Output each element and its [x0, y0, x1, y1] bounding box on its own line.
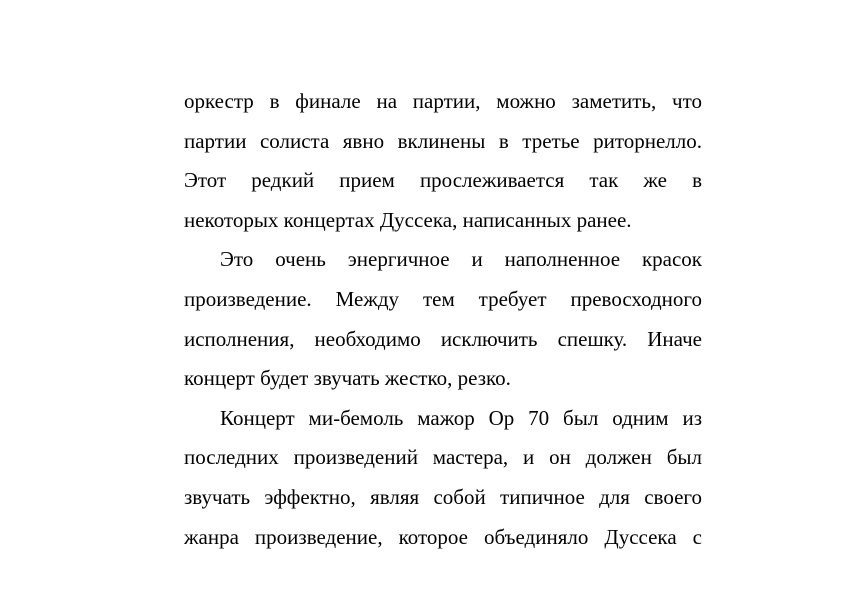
text-line: Это очень энергичное и наполненное красок [220, 247, 702, 272]
text-line: жанра произведение, которое объединяло Дуссека с [184, 524, 702, 549]
text-line: исполнения, необходимо исключить спешку. Иначе [184, 326, 702, 351]
text-line: Этот редкий прием прослеживается так же в [184, 168, 702, 193]
text-line: оркестр в финале на партии, можно заметить, что [184, 89, 702, 113]
text-line: концерт будет звучать жестко, резко. [184, 366, 511, 391]
text-line: некоторых концертах Дуссека, написанных ранее. [184, 207, 632, 232]
text-line: произведение. Между тем требует превосходного [184, 286, 702, 311]
text-line: звучать эффектно, являя собой типичное для своего [184, 484, 702, 509]
text-line: партии солиста явно вклинены в третье риторнелло. [184, 128, 702, 153]
text-line: последних произведений мастера, и он должен был [184, 445, 702, 470]
body-text [184, 82, 702, 557]
text-line: Концерт ми-бемоль мажор Op 70 был одним из [220, 405, 702, 430]
